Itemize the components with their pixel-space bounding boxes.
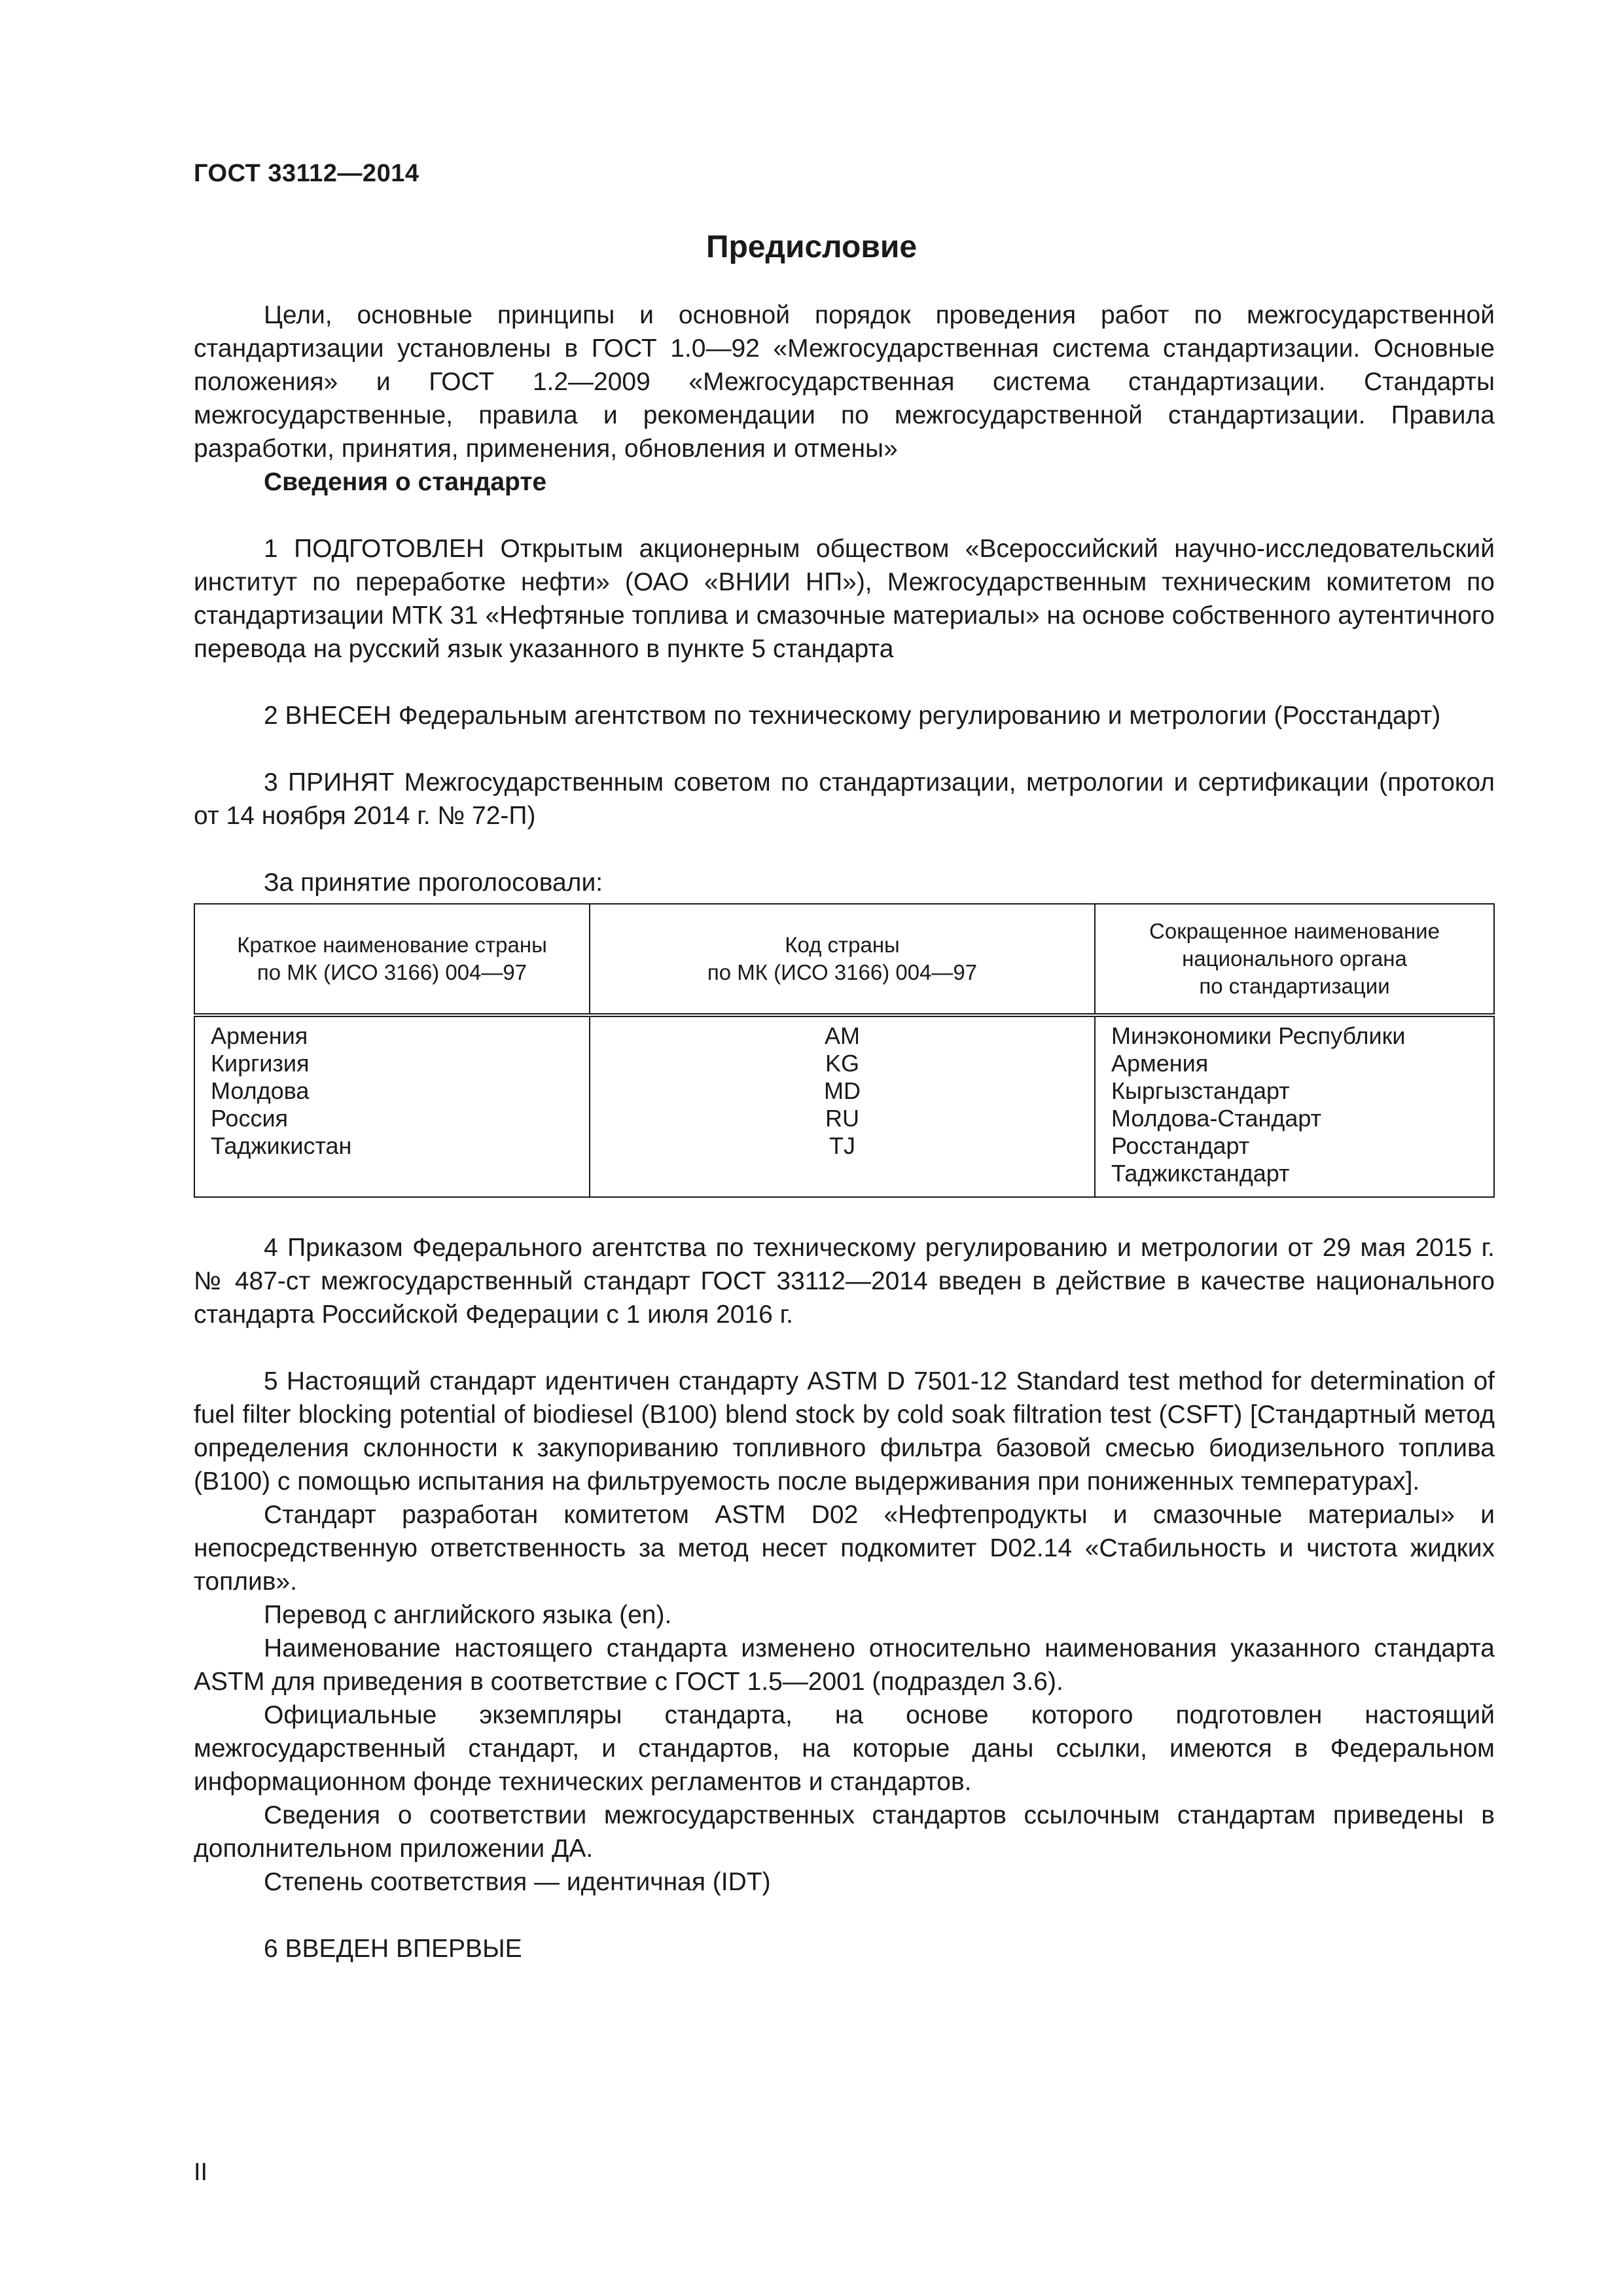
voting-countries-table (194, 903, 1495, 1198)
conformity-degree-paragraph: Степень соответствия — идентичная (IDT) (264, 1868, 771, 1896)
info-heading: Сведения о стандарте (264, 468, 547, 496)
item-6-paragraph: 6 ВВЕДЕН ВПЕРВЫЕ (264, 1935, 522, 1963)
item-2-paragraph: 2 ВНЕСЕН Федеральным агентством по техническому регулированию и метрологии (Росстандарт) (264, 702, 1441, 730)
header-code: Код страны по МК (ИСО 3166) 004—97 (590, 904, 1095, 1015)
page-title: Предисловие (705, 230, 918, 264)
document-id-header: ГОСТ 33112—2014 (194, 160, 419, 187)
country-name: Армения (211, 1022, 308, 1049)
country-name: Молдова (211, 1077, 310, 1104)
country-name: Россия (211, 1105, 289, 1132)
item-5-paragraph: 5 Настоящий стандарт идентичен стандарту ASTM D 7501-12 Standard test method for determination of fuel filter blocking potential of biodiesel (B100) blend stock by cold soak filtration test (CSFT) [Стандартный метод определения склонности к закупориванию топливного фильтра базовой смесью биодизельного топлива (B100) с помощью испытания на фильтруемость после выдерживания при пониженных температурах]. (194, 1367, 1495, 1496)
country-code: MD (824, 1077, 861, 1104)
country-name: Киргизия (211, 1050, 310, 1077)
national-body: Молдова-Стандарт (1111, 1105, 1322, 1132)
country-code: TJ (829, 1132, 855, 1159)
national-body: Минэкономики Республики Армения (1111, 1022, 1406, 1077)
page-number: II (194, 2159, 208, 2186)
table-row (194, 1015, 1494, 1197)
document-body (194, 298, 1495, 1965)
country-code: RU (825, 1105, 859, 1132)
committee-paragraph: Стандарт разработан комитетом ASTM D02 «Нефтепродукты и смазочные материалы» и непосредственную ответственность за метод несет подкомитет D02.14 «Стабильность и чистота жидких топлив». (194, 1501, 1495, 1596)
item-1-paragraph: 1 ПОДГОТОВЛЕН Открытым акционерным обществом «Всероссийский научно-исследовательский институт по переработке нефти» (ОАО «ВНИИ НП»), Межгосударственным техническим комитетом по стандартизации МТК 31 «Нефтяные топлива и смазочные материалы» на основе собственного аутентичного перевода на русский язык указанного в пункте 5 стандарта (194, 535, 1495, 663)
table-header-row (194, 904, 1494, 1015)
item-3-paragraph: 3 ПРИНЯТ Межгосударственным советом по стандартизации, метрологии и сертификации (протокол от 14 ноября 2014 г. № 72-П) (194, 768, 1495, 830)
translation-paragraph: Перевод с английского языка (en). (264, 1601, 672, 1629)
country-name: Таджикистан (211, 1132, 352, 1159)
national-body: Таджикстандарт (1111, 1160, 1290, 1187)
national-bodies-cell (1095, 1015, 1494, 1197)
national-body: Росстандарт (1111, 1132, 1250, 1159)
country-names-cell (194, 1015, 590, 1197)
country-code: AM (825, 1022, 860, 1049)
appendix-paragraph: Сведения о соответствии межгосударственных стандартов ссылочным стандартам приведены в дополнительном приложении ДА. (194, 1801, 1495, 1863)
intro-paragraph: Цели, основные принципы и основной порядок проведения работ по межгосударственной стандартизации установлены в ГОСТ 1.0—92 «Межгосударственная система стандартизации. Основные положения» и ГОСТ 1.2—2009 «Межгосударственная система стандартизации. Стандарты межгосударственные, правила и рекомендации по межгосударственной стандартизации. Правила разработки, принятия, применения, обновления и отмены» (194, 301, 1495, 463)
header-country: Краткое наименование страны по МК (ИСО 3166) 004—97 (194, 904, 590, 1015)
vote-label: За принятие проголосовали: (264, 869, 603, 897)
item-4-paragraph: 4 Приказом Федерального агентства по техническому регулированию и метрологии от 29 мая 2015 г. № 487-ст межгосударственный стандарт ГОСТ 33112—2014 введен в действие в качестве национального стандарта Российской Федерации с 1 июля 2016 г. (194, 1234, 1495, 1329)
national-body: Кыргызстандарт (1111, 1077, 1290, 1104)
header-national-body: Сокращенное наименование национального органа по стандартизации (1095, 904, 1494, 1015)
name-change-paragraph: Наименование настоящего стандарта изменено относительно наименования указанного стандарта ASTM для приведения в соответствие с ГОСТ 1.5—2001 (подраздел 3.6). (194, 1634, 1495, 1696)
official-copies-paragraph: Официальные экземпляры стандарта, на основе которого подготовлен настоящий межгосударственный стандарт, и стандартов, на которые даны ссылки, имеются в Федеральном информационном фонде технических регламентов и стандартов. (194, 1701, 1495, 1796)
country-codes-cell (590, 1015, 1095, 1197)
country-code: KG (825, 1050, 859, 1077)
